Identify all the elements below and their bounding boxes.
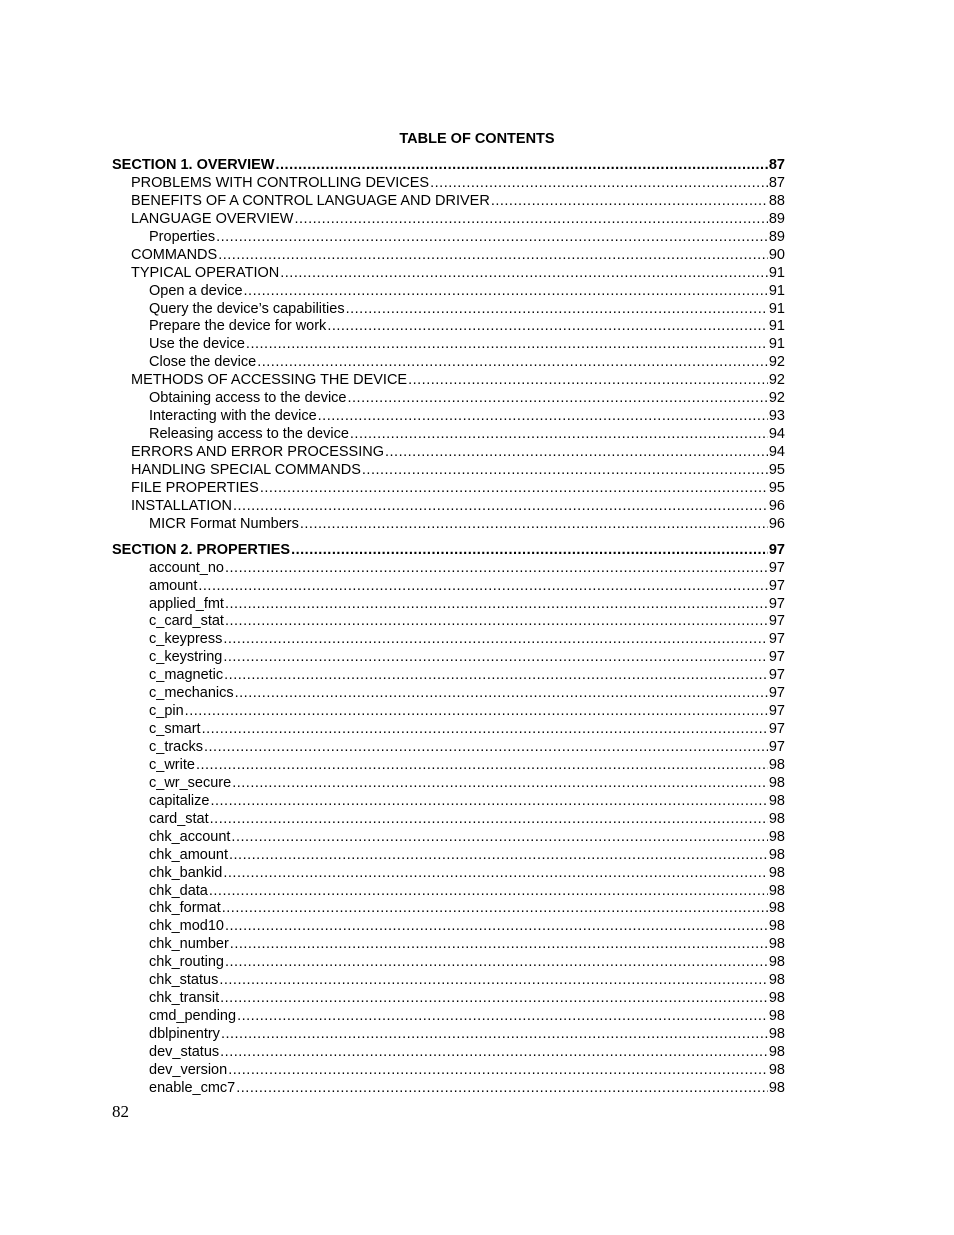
dot-leader	[385, 444, 768, 462]
toc-entry-title: account_no	[149, 559, 224, 576]
toc-entry-page: 92	[768, 354, 785, 371]
dot-leader	[362, 462, 768, 480]
toc-entry[interactable]	[112, 847, 785, 865]
toc-entry[interactable]	[112, 739, 785, 757]
toc-entry[interactable]	[112, 229, 785, 247]
toc-entry[interactable]	[112, 444, 785, 462]
dot-leader	[237, 1008, 768, 1026]
toc-entry[interactable]	[112, 372, 785, 390]
toc-entry-page: 91	[768, 318, 785, 335]
toc-entry-page: 95	[768, 461, 785, 478]
dot-leader	[210, 811, 768, 829]
toc-entry-title: chk_mod10	[149, 918, 224, 935]
toc-entry-page: 98	[768, 774, 785, 791]
dot-leader	[257, 354, 768, 372]
dot-leader	[233, 498, 768, 516]
dot-leader	[300, 516, 768, 534]
toc-entry-title: dev_status	[149, 1043, 220, 1060]
toc-entry-title: Query the device’s capabilities	[149, 300, 345, 317]
toc-entry-page: 91	[768, 264, 785, 281]
toc-entry-page: 98	[768, 882, 785, 899]
toc-entry-title: chk_transit	[149, 990, 220, 1007]
dot-leader	[295, 211, 768, 229]
toc-entry[interactable]	[112, 193, 785, 211]
toc-entry[interactable]	[112, 1044, 785, 1062]
toc-entry-page: 94	[768, 426, 785, 443]
dot-leader	[185, 703, 768, 721]
toc-entry-title: HANDLING SPECIAL COMMANDS	[131, 461, 361, 478]
toc-entry[interactable]	[112, 703, 785, 721]
toc-entry[interactable]	[112, 578, 785, 596]
dot-leader	[225, 596, 768, 614]
toc-entry-title: chk_bankid	[149, 864, 223, 881]
toc-entry-title: cmd_pending	[149, 1008, 237, 1025]
toc-entry-page: 93	[768, 408, 785, 425]
toc-entry[interactable]	[112, 900, 785, 918]
toc-entry-title: c_magnetic	[149, 667, 224, 684]
toc-entry[interactable]	[112, 596, 785, 614]
dot-leader	[225, 954, 768, 972]
toc-entry[interactable]	[112, 954, 785, 972]
toc-entry-title: chk_format	[149, 900, 221, 917]
toc-entry-page: 96	[768, 515, 785, 532]
toc-entry-title: PROBLEMS WITH CONTROLLING DEVICES	[131, 174, 430, 191]
toc-entry-title: dev_version	[149, 1061, 228, 1078]
toc-entry[interactable]	[112, 811, 785, 829]
dot-leader	[223, 649, 768, 667]
dot-leader	[198, 578, 767, 596]
dot-leader	[230, 936, 768, 954]
toc-entry-page: 91	[768, 300, 785, 317]
toc-entry-page: 98	[768, 1061, 785, 1078]
toc-entry[interactable]	[112, 301, 785, 319]
toc-entry-title: c_write	[149, 756, 195, 773]
toc-entry-page: 97	[768, 721, 785, 738]
toc-entry[interactable]	[112, 318, 785, 336]
toc-entry-title: INSTALLATION	[131, 497, 232, 514]
toc-entry-title: Close the device	[149, 354, 257, 371]
toc-entry-title: c_pin	[149, 703, 184, 720]
toc-entry[interactable]	[112, 175, 785, 193]
dot-leader	[225, 560, 768, 578]
toc-entry-title: MICR Format Numbers	[149, 515, 299, 532]
toc-entry-page: 98	[768, 864, 785, 881]
toc-entry[interactable]	[112, 775, 785, 793]
toc-entry-page: 98	[768, 828, 785, 845]
toc-list	[112, 157, 785, 1098]
dot-leader	[218, 247, 768, 265]
dot-leader	[318, 408, 768, 426]
toc-entry-page: 97	[768, 595, 785, 612]
toc-entry-page: 88	[768, 192, 785, 209]
toc-entry[interactable]	[112, 829, 785, 847]
toc-entry[interactable]	[112, 793, 785, 811]
dot-leader	[408, 372, 768, 390]
toc-entry[interactable]	[112, 498, 785, 516]
toc-entry-title: dblpinentry	[149, 1026, 220, 1042]
toc-entry[interactable]	[112, 1008, 785, 1026]
toc-entry[interactable]	[112, 408, 785, 426]
dot-leader	[225, 613, 768, 631]
toc-entry-title: SECTION 2. PROPERTIES	[112, 541, 291, 558]
toc-entry-title: c_smart	[149, 721, 201, 738]
dot-leader	[216, 229, 768, 247]
toc-entry[interactable]	[112, 247, 785, 265]
dot-leader	[232, 775, 768, 793]
toc-entry-page: 98	[768, 792, 785, 809]
toc-entry[interactable]	[112, 462, 785, 480]
toc-entry-title: Use the device	[149, 336, 245, 353]
toc-entry-title: Open a device	[149, 282, 243, 299]
toc-entry-page: 98	[768, 936, 785, 953]
toc-entry-page: 97	[768, 685, 785, 702]
toc-entry-title: c_mechanics	[149, 685, 234, 702]
dot-leader	[347, 390, 767, 408]
toc-entry[interactable]	[112, 649, 785, 667]
toc-entry-page: 98	[768, 990, 785, 1007]
toc-entry[interactable]	[112, 865, 785, 883]
dot-leader	[276, 157, 768, 175]
toc-entry-page: 98	[768, 1008, 785, 1025]
dot-leader	[222, 900, 768, 918]
toc-entry-page: 87	[768, 174, 785, 191]
toc-entry-title: Properties	[149, 228, 216, 245]
toc-entry-page: 97	[768, 559, 785, 576]
dot-leader	[204, 739, 768, 757]
dot-leader	[291, 542, 768, 560]
dot-leader	[210, 793, 767, 811]
dot-leader	[219, 972, 768, 990]
toc-entry-title: Releasing access to the device	[149, 426, 349, 443]
dot-leader	[246, 336, 768, 354]
toc-entry-title: chk_routing	[149, 954, 224, 971]
toc-entry-page: 97	[768, 739, 785, 755]
toc-entry-page: 89	[768, 228, 785, 245]
dot-leader	[260, 480, 768, 498]
dot-leader	[224, 667, 768, 685]
toc-entry[interactable]	[112, 990, 785, 1008]
toc-entry-title: chk_data	[149, 882, 208, 899]
toc-entry-page: 96	[768, 497, 785, 514]
toc-entry-title: FILE PROPERTIES	[131, 479, 259, 496]
toc-entry-title: COMMANDS	[131, 246, 218, 263]
toc-entry-page: 90	[768, 246, 785, 263]
toc-entry-page: 97	[768, 613, 785, 630]
toc-entry-title: BENEFITS OF A CONTROL LANGUAGE AND DRIVER	[131, 192, 490, 209]
toc-entry[interactable]	[112, 1062, 785, 1080]
toc-entry-page: 97	[768, 577, 785, 594]
dot-leader	[244, 283, 768, 301]
dot-leader	[220, 990, 768, 1008]
toc-entry-page: 97	[768, 541, 785, 558]
toc-entry[interactable]	[112, 516, 785, 534]
toc-entry-title: c_keystring	[149, 649, 223, 666]
toc-entry-title: chk_number	[149, 936, 229, 953]
toc-entry-title: TYPICAL OPERATION	[131, 264, 280, 281]
toc-entry-page: 91	[768, 336, 785, 353]
toc-entry-page: 98	[768, 918, 785, 935]
toc-entry[interactable]	[112, 631, 785, 649]
toc-entry-title: SECTION 1. OVERVIEW	[112, 157, 275, 173]
dot-leader	[221, 1026, 768, 1044]
toc-entry-title: c_card_stat	[149, 613, 224, 630]
dot-leader	[327, 318, 768, 336]
toc-entry-title: Obtaining access to the device	[149, 390, 347, 407]
toc-entry-page: 98	[768, 1043, 785, 1060]
toc-entry-title: LANGUAGE OVERVIEW	[131, 210, 294, 227]
toc-entry[interactable]	[112, 1080, 785, 1098]
toc-entry-page: 92	[768, 372, 785, 389]
toc-entry-page: 97	[768, 667, 785, 684]
toc-entry[interactable]	[112, 336, 785, 354]
toc-entry[interactable]	[112, 211, 785, 229]
toc-entry-title: c_keypress	[149, 631, 223, 648]
dot-leader	[202, 721, 768, 739]
toc-entry-page: 98	[768, 1026, 785, 1042]
dot-leader	[491, 193, 768, 211]
dot-leader	[430, 175, 768, 193]
toc-entry-title: capitalize	[149, 792, 210, 809]
toc-entry-title: card_stat	[149, 810, 209, 827]
dot-leader	[223, 631, 768, 649]
toc-entry[interactable]	[112, 685, 785, 703]
dot-leader	[228, 1062, 768, 1080]
dot-leader	[231, 829, 767, 847]
toc-entry-page: 92	[768, 390, 785, 407]
toc-entry[interactable]	[112, 972, 785, 990]
toc-entry[interactable]	[112, 936, 785, 954]
toc-entry[interactable]	[112, 354, 785, 372]
dot-leader	[236, 1080, 768, 1098]
toc-entry-page: 95	[768, 479, 785, 496]
toc-entry-page: 98	[768, 900, 785, 917]
toc-entry-title: c_wr_secure	[149, 774, 232, 791]
toc-section-heading[interactable]	[112, 542, 785, 560]
toc-entry[interactable]	[112, 613, 785, 631]
toc-entry[interactable]	[112, 426, 785, 444]
toc-entry-page: 98	[768, 1079, 785, 1096]
toc-entry-title: ERRORS AND ERROR PROCESSING	[131, 444, 384, 460]
dot-leader	[225, 918, 768, 936]
toc-entry-page: 98	[768, 954, 785, 971]
toc-entry-page: 94	[768, 444, 785, 460]
toc-entry[interactable]	[112, 883, 785, 901]
toc-entry[interactable]	[112, 265, 785, 283]
dot-leader	[350, 426, 768, 444]
toc-entry-page: 97	[768, 649, 785, 666]
toc-entry[interactable]	[112, 667, 785, 685]
dot-leader	[280, 265, 768, 283]
toc-entry-title: Prepare the device for work	[149, 318, 327, 335]
toc-section-heading[interactable]	[112, 157, 785, 175]
toc-entry[interactable]	[112, 480, 785, 498]
dot-leader	[235, 685, 768, 703]
toc-entry-title: chk_status	[149, 972, 219, 989]
toc-entry-title: c_tracks	[149, 739, 203, 755]
toc-title: TABLE OF CONTENTS	[399, 131, 555, 147]
toc-entry-page: 97	[768, 631, 785, 648]
toc-entry[interactable]	[112, 918, 785, 936]
toc-entry-page: 98	[768, 810, 785, 827]
toc-entry-title: Interacting with the device	[149, 408, 317, 425]
toc-entry-page: 98	[768, 972, 785, 989]
dot-leader	[229, 847, 768, 865]
toc-entry[interactable]	[112, 283, 785, 301]
toc-entry[interactable]	[112, 1026, 785, 1044]
toc-entry[interactable]	[112, 757, 785, 775]
dot-leader	[196, 757, 768, 775]
toc-entry-page: 89	[768, 210, 785, 227]
toc-entry-page: 98	[768, 846, 785, 863]
toc-entry-title: METHODS OF ACCESSING THE DEVICE	[131, 372, 408, 389]
toc-entry-title: chk_account	[149, 828, 231, 845]
toc-entry-page: 91	[768, 282, 785, 299]
toc-entry[interactable]	[112, 560, 785, 578]
section-gap	[112, 534, 785, 542]
toc-entry-title: chk_amount	[149, 846, 228, 863]
toc-entry-page: 87	[768, 157, 785, 173]
toc-entry[interactable]	[112, 721, 785, 739]
dot-leader	[209, 883, 768, 901]
toc-entry-title: enable_cmc7	[149, 1079, 236, 1096]
toc-entry-page: 97	[768, 703, 785, 720]
toc-entry[interactable]	[112, 390, 785, 408]
toc-entry-title: amount	[149, 577, 198, 594]
dot-leader	[220, 1044, 768, 1062]
toc-entry-page: 98	[768, 756, 785, 773]
toc-entry-title: applied_fmt	[149, 595, 224, 612]
dot-leader	[346, 301, 768, 319]
dot-leader	[223, 865, 768, 883]
page-number: 82	[112, 1102, 129, 1121]
